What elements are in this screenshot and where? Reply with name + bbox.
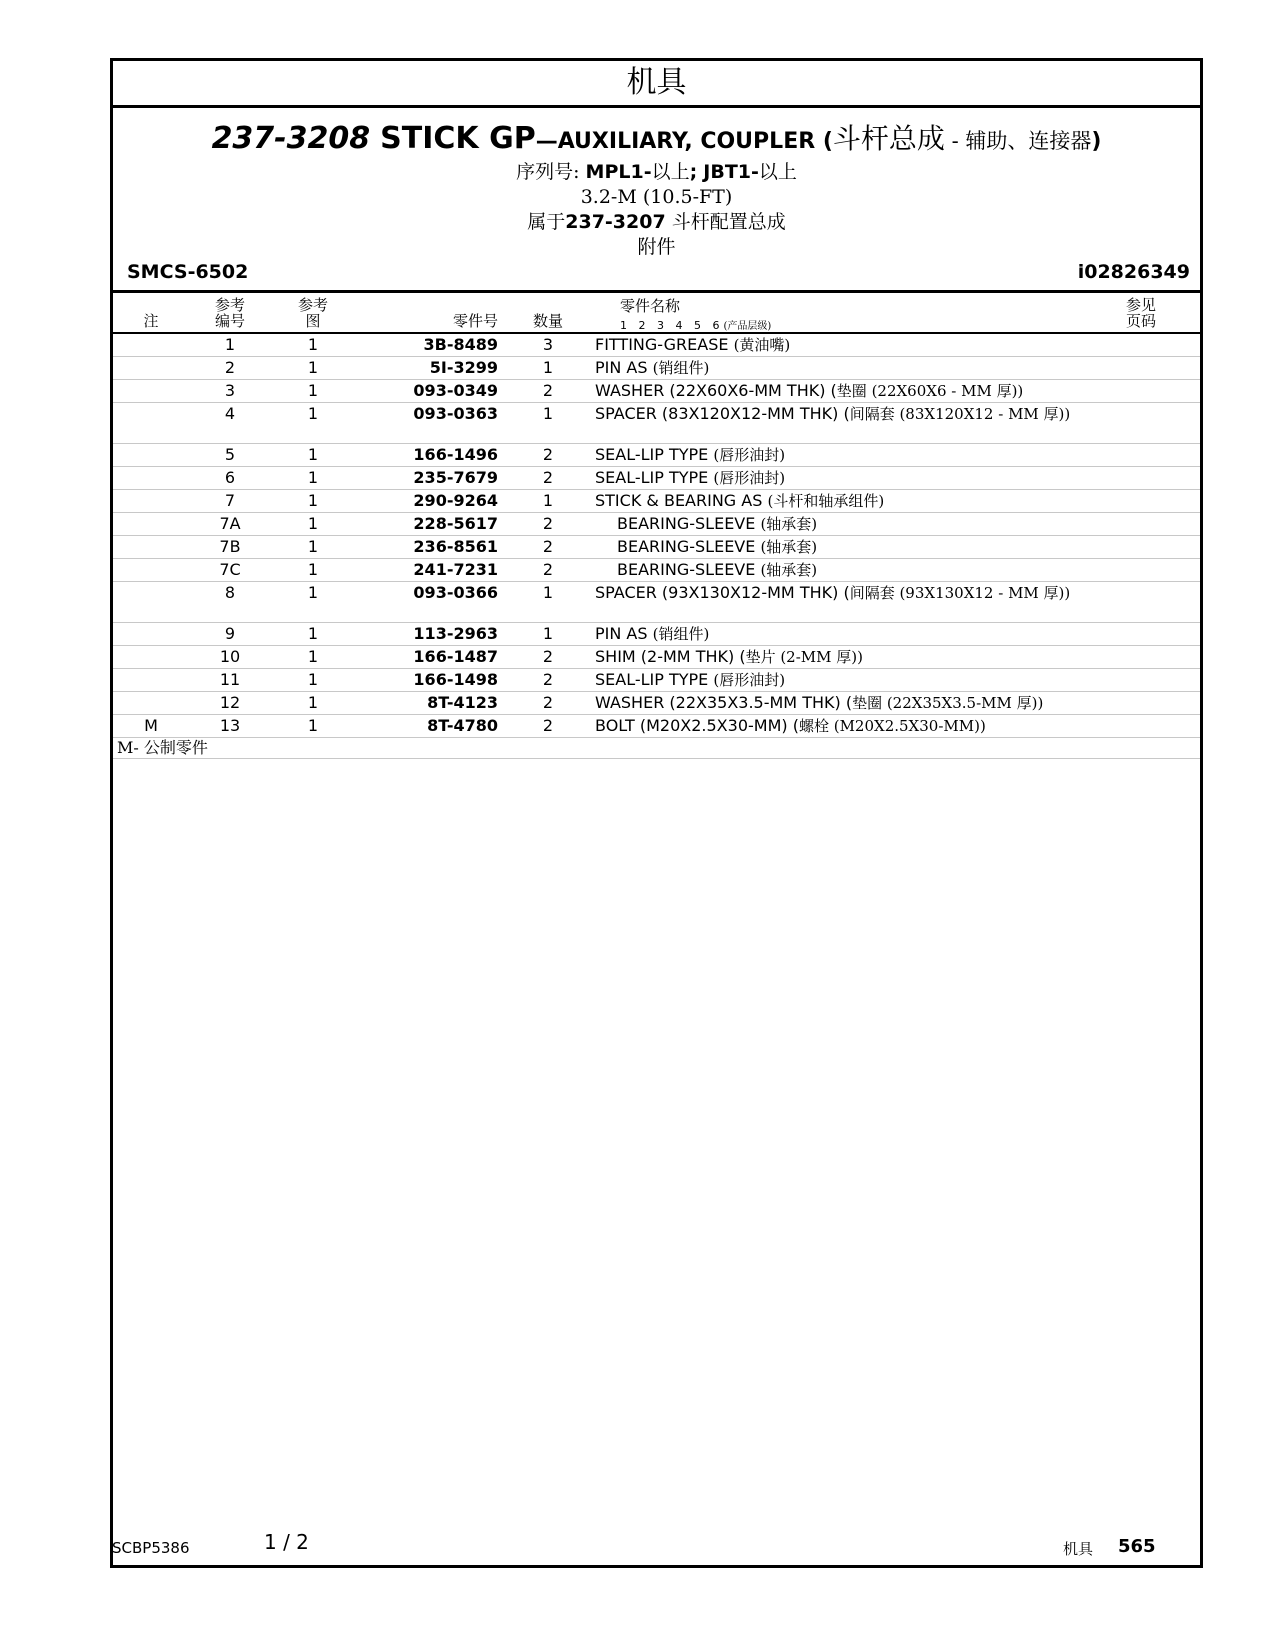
row-ref-fig: 1 (307, 491, 319, 510)
row-part-name-cn: (轴承套) (760, 561, 818, 579)
row-part-name-en: SHIM (2-MM THK) ( (595, 647, 746, 666)
col-levels: 1 2 3 4 5 6 (620, 319, 724, 332)
row-part-name-cn: (唇形油封) (713, 671, 786, 689)
title-part-number: 237-3208 (211, 121, 371, 156)
row-ref-fig: 1 (307, 716, 319, 735)
row-part-name-en: FITTING-GREASE (595, 335, 729, 354)
col-see-page-line1: 参见 (1125, 296, 1156, 314)
title-paren-open: ( (815, 129, 833, 154)
col-part-name-label: 零件名称 (620, 297, 681, 315)
title-name-main: STICK GP (380, 121, 536, 156)
row-part-name-cn: (轴承套) (760, 515, 818, 533)
title-cn-main: 斗杆总成 (832, 122, 945, 155)
row-qty: 2 (542, 560, 554, 579)
row-part-name-cn: 间隔套 (93X130X12 - MM 厚)) (849, 584, 1071, 602)
row-part-name-en: SPACER (83X120X12-MM THK) ( (595, 404, 850, 423)
row-qty: 2 (542, 537, 554, 556)
row-part-name (595, 336, 1115, 354)
table-row (113, 646, 1200, 669)
col-note: 注 (143, 312, 159, 330)
table-row (113, 380, 1200, 403)
row-ref-no: 7B (219, 537, 241, 556)
footer-doc-id: SCBP5386 (112, 1539, 190, 1557)
row-qty: 2 (542, 716, 554, 735)
row-part-name-en: STICK & BEARING AS (595, 491, 763, 510)
row-qty: 1 (542, 491, 554, 510)
col-ref-no-line1: 参考 (214, 296, 245, 314)
row-ref-fig: 1 (307, 468, 319, 487)
row-part-name (595, 694, 1115, 712)
belongs-prefix: 属于 (527, 211, 566, 233)
row-note: M (144, 716, 158, 735)
size-line: 3.2-M (10.5-FT) (580, 186, 733, 208)
row-part-name (595, 492, 1115, 510)
serial-prefix-2: JBT1- (703, 161, 759, 183)
row-qty: 1 (542, 358, 554, 377)
info-code: i02826349 (1077, 261, 1190, 283)
row-part-no: 166-1487 (413, 647, 498, 666)
row-ref-fig: 1 (307, 358, 319, 377)
main-title (113, 121, 1200, 160)
row-part-no: 166-1496 (413, 445, 498, 464)
parts-table (113, 334, 1200, 759)
row-ref-fig: 1 (307, 445, 319, 464)
row-part-name-cn: (销组件) (652, 625, 710, 643)
row-ref-fig: 1 (307, 537, 319, 556)
row-part-name-en: SPACER (93X130X12-MM THK) ( (595, 583, 850, 602)
document-header (113, 121, 1200, 260)
section-title: 机具 (113, 61, 1200, 108)
row-qty: 1 (542, 583, 554, 602)
row-part-name-en: BEARING-SLEEVE (617, 560, 756, 579)
col-see-page-line2: 页码 (1125, 312, 1156, 330)
row-part-no: 093-0363 (413, 404, 498, 423)
row-qty: 2 (542, 693, 554, 712)
row-ref-fig: 1 (307, 670, 319, 689)
row-qty: 1 (542, 404, 554, 423)
title-name-sub: —AUXILIARY, COUPLER (535, 129, 816, 154)
row-part-name-en: BEARING-SLEEVE (617, 537, 756, 556)
row-qty: 2 (542, 670, 554, 689)
row-part-no: 290-9264 (413, 491, 498, 510)
col-see-page (1121, 297, 1161, 329)
row-part-name (595, 648, 1115, 666)
row-part-name-en: SEAL-LIP TYPE (595, 445, 709, 464)
row-ref-fig: 1 (307, 583, 319, 602)
row-part-name (595, 446, 1115, 464)
table-row (113, 715, 1200, 738)
row-part-no: 093-0366 (413, 583, 498, 602)
col-ref-no-line2: 编号 (214, 312, 245, 330)
row-part-name-en: PIN AS (595, 358, 648, 377)
belongs-line (113, 210, 1200, 235)
col-ref-fig-line2: 图 (305, 312, 321, 330)
row-part-name (595, 515, 1137, 533)
table-row (113, 559, 1200, 582)
table-row (113, 623, 1200, 646)
row-qty: 2 (542, 514, 554, 533)
row-ref-no: 8 (224, 583, 236, 602)
page-frame (110, 58, 1203, 1568)
row-qty: 1 (542, 624, 554, 643)
row-part-no: 093-0349 (413, 381, 498, 400)
row-part-name (595, 359, 1115, 377)
row-qty: 3 (542, 335, 554, 354)
row-part-name (595, 382, 1115, 400)
row-part-name-cn: (轴承套) (760, 538, 818, 556)
row-ref-no: 13 (219, 716, 241, 735)
row-ref-fig: 1 (307, 514, 319, 533)
table-row (113, 669, 1200, 692)
row-ref-no: 9 (224, 624, 236, 643)
row-part-name-cn: 垫片 (2-MM 厚)) (745, 648, 863, 666)
row-part-name-cn: (销组件) (652, 359, 710, 377)
col-ref-no (208, 297, 252, 329)
row-part-no: 228-5617 (413, 514, 498, 533)
row-part-name-cn: 垫圈 (22X60X6 - MM 厚)) (836, 382, 1024, 400)
row-ref-no: 5 (224, 445, 236, 464)
serial-line (113, 160, 1200, 185)
row-part-name (595, 717, 1115, 735)
serial-suffix-1: 以上 (651, 161, 690, 183)
row-part-no: 5I-3299 (429, 358, 498, 377)
row-ref-no: 4 (224, 404, 236, 423)
col-part-no: 零件号 (452, 312, 498, 330)
row-qty: 2 (542, 381, 554, 400)
row-ref-no: 6 (224, 468, 236, 487)
row-part-no: 8T-4123 (427, 693, 498, 712)
table-row (113, 692, 1200, 715)
footnote-metric: M- 公制零件 (113, 738, 1200, 759)
footer-page-number: 565 (1118, 1536, 1156, 1557)
row-ref-no: 7C (219, 560, 241, 579)
col-levels-note: (产品层级) (723, 321, 772, 332)
table-row (113, 490, 1200, 513)
row-part-name-cn: 螺栓 (M20X2.5X30-MM)) (798, 717, 986, 735)
row-part-name-en: SEAL-LIP TYPE (595, 670, 709, 689)
table-row (113, 582, 1200, 623)
row-part-name (595, 405, 1115, 423)
row-part-no: 241-7231 (413, 560, 498, 579)
row-ref-fig: 1 (307, 381, 319, 400)
row-part-no: 3B-8489 (423, 335, 498, 354)
row-part-name-cn: (唇形油封) (713, 446, 786, 464)
row-ref-no: 10 (219, 647, 241, 666)
title-cn-sub: - 辅助、连接器 (944, 129, 1092, 153)
row-part-name (595, 469, 1115, 487)
row-part-name (595, 625, 1115, 643)
table-row (113, 467, 1200, 490)
table-row (113, 357, 1200, 380)
row-part-name-en: SEAL-LIP TYPE (595, 468, 709, 487)
row-part-name-cn: (黄油嘴) (733, 336, 791, 354)
row-part-name-en: PIN AS (595, 624, 648, 643)
row-ref-no: 3 (224, 381, 236, 400)
row-qty: 2 (542, 647, 554, 666)
row-ref-no: 12 (219, 693, 241, 712)
serial-separator: ; (689, 161, 698, 183)
row-part-name (595, 538, 1137, 556)
row-part-name-en: BEARING-SLEEVE (617, 514, 756, 533)
row-part-name (595, 671, 1115, 689)
row-qty: 2 (542, 468, 554, 487)
serial-label: 序列号: (516, 161, 580, 183)
row-ref-no: 11 (219, 670, 241, 689)
row-ref-fig: 1 (307, 335, 319, 354)
row-part-name-cn: (唇形油封) (713, 469, 786, 487)
row-part-name-cn: 间隔套 (83X120X12 - MM 厚)) (849, 405, 1071, 423)
smcs-code: SMCS-6502 (127, 261, 249, 283)
serial-suffix-2: 以上 (758, 161, 797, 183)
row-ref-fig: 1 (307, 624, 319, 643)
table-row (113, 513, 1200, 536)
row-part-name-en: WASHER (22X35X3.5-MM THK) ( (595, 693, 853, 712)
table-row (113, 334, 1200, 357)
table-row (113, 403, 1200, 444)
row-ref-fig: 1 (307, 560, 319, 579)
title-paren-close: ) (1091, 129, 1102, 154)
table-row (113, 536, 1200, 559)
col-ref-fig-line1: 参考 (297, 296, 328, 314)
row-ref-no: 2 (224, 358, 236, 377)
row-ref-no: 1 (224, 335, 236, 354)
header-rule (113, 290, 1200, 293)
row-part-no: 8T-4780 (427, 716, 498, 735)
col-qty: 数量 (532, 312, 563, 330)
col-part-name (620, 297, 771, 336)
belongs-part: 237-3207 (565, 211, 666, 233)
row-ref-fig: 1 (307, 693, 319, 712)
footer-section: 机具 (1063, 1540, 1094, 1558)
row-part-name-en: WASHER (22X60X6-MM THK) ( (595, 381, 837, 400)
row-ref-fig: 1 (307, 404, 319, 423)
attachment-line: 附件 (637, 236, 676, 258)
row-ref-no: 7 (224, 491, 236, 510)
belongs-suffix: 斗杆配置总成 (671, 211, 786, 233)
row-qty: 2 (542, 445, 554, 464)
row-part-name (595, 584, 1115, 602)
row-ref-no: 7A (219, 514, 241, 533)
col-ref-fig (293, 297, 333, 329)
row-part-no: 235-7679 (413, 468, 498, 487)
row-part-no: 236-8561 (413, 537, 498, 556)
row-part-name-cn: 垫圈 (22X35X3.5-MM 厚)) (852, 694, 1044, 712)
row-part-no: 166-1498 (413, 670, 498, 689)
footer-page-of: 1 / 2 (264, 1530, 309, 1554)
row-ref-fig: 1 (307, 647, 319, 666)
row-part-name-en: BOLT (M20X2.5X30-MM) ( (595, 716, 799, 735)
row-part-name-cn: (斗杆和轴承组件) (767, 492, 885, 510)
row-part-no: 113-2963 (413, 624, 498, 643)
row-part-name (595, 561, 1137, 579)
serial-prefix-1: MPL1- (585, 161, 652, 183)
table-row (113, 444, 1200, 467)
